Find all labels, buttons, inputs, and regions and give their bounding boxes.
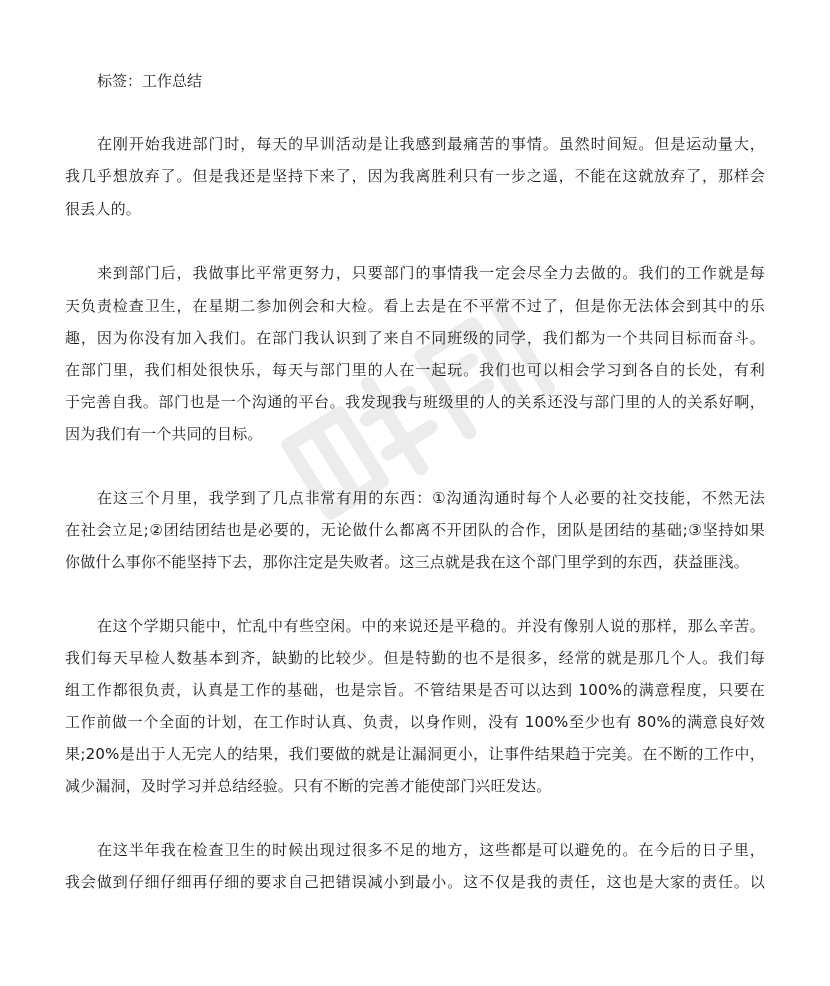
paragraph-line: 来到部门后，我做事比平常更努力，只要部门的事情我一定会尽全力去做的。我们的工作就是每 bbox=[97, 264, 765, 282]
paragraph-line: 因为我们有一个共同的目标。 bbox=[65, 425, 263, 443]
paragraph-line: 于完善自我。部门也是一个沟通的平台。我发现我与班级里的人的关系还没与部门里的人的关系好啊， bbox=[65, 393, 765, 411]
paragraph-line: 我们每天早检人数基本到齐，缺勤的比较少。但是特勤的也不是很多，经常的就是那几个人。我们每 bbox=[65, 649, 765, 667]
paragraph-line: 在社会立足;②团结团结也是必要的，无论做什么都离不开团队的合作，团队是团结的基础;③坚持如果 bbox=[65, 521, 765, 539]
paragraph-line: 在刚开始我进部门时，每天的早训活动是让我感到最痛苦的事情。虽然时间短。但是运动量大， bbox=[97, 135, 765, 153]
paragraph-line: 在这三个月里，我学到了几点非常有用的东西：①沟通沟通时每个人必要的社交技能，不然无法 bbox=[97, 489, 765, 507]
paragraph-line: 在这个学期只能中，忙乱中有些空闲。中的来说还是平稳的。并没有像别人说的那样，那么辛苦。 bbox=[97, 617, 765, 635]
paragraph-line: 很丢人的。 bbox=[65, 200, 142, 218]
paragraph-line: 我会做到仔细仔细再仔细的要求自己把错误减小到最小。这不仅是我的责任，这也是大家的责任。以 bbox=[65, 873, 765, 891]
paragraph-line: 组工作都很负责，认真是工作的基础，也是宗旨。不管结果是否可以达到 100%的满意程度，只要在 bbox=[65, 681, 765, 699]
paragraph-line: 天负责检查卫生，在星期二参加例会和大检。看上去是在不平常不过了，但是你无法体会到其中的乐 bbox=[65, 297, 765, 315]
paragraph-line: 在部门里，我们相处很快乐，每天与部门里的人在一起玩。我们也可以相会学习到各自的长处，有利 bbox=[65, 361, 765, 379]
paragraph-line: 在这半年我在检查卫生的时候出现过很多不足的地方，这些都是可以避免的。在今后的日子里， bbox=[97, 841, 765, 859]
paragraph-line: 减少漏洞，及时学习并总结经验。只有不断的完善才能使部门兴旺发达。 bbox=[65, 777, 552, 795]
paragraph-line: 工作前做一个全面的计划，在工作时认真、负责，以身作则，没有 100%至少也有 80%的满意良好效 bbox=[65, 713, 765, 731]
paragraph-line: 趣，因为你没有加入我们。在部门我认识到了来自不同班级的同学，我们都为一个共同目标而奋斗。 bbox=[65, 329, 765, 347]
paragraph-line: 果;20%是出于人无完人的结果，我们要做的就是让漏洞更小，让事件结果趋于完美。在不断的工作中， bbox=[65, 745, 765, 763]
paragraph-line: 我几乎想放弃了。但是我还是坚持下来了，因为我离胜利只有一步之遥，不能在这就放弃了，那样会 bbox=[65, 167, 765, 185]
tag-label: 标签：工作总结 bbox=[97, 72, 203, 90]
paragraph-line: 你做什么事你不能坚持下去，那你注定是失败者。这三点就是我在这个部门里学到的东西，获益匪浅。 bbox=[65, 553, 750, 571]
